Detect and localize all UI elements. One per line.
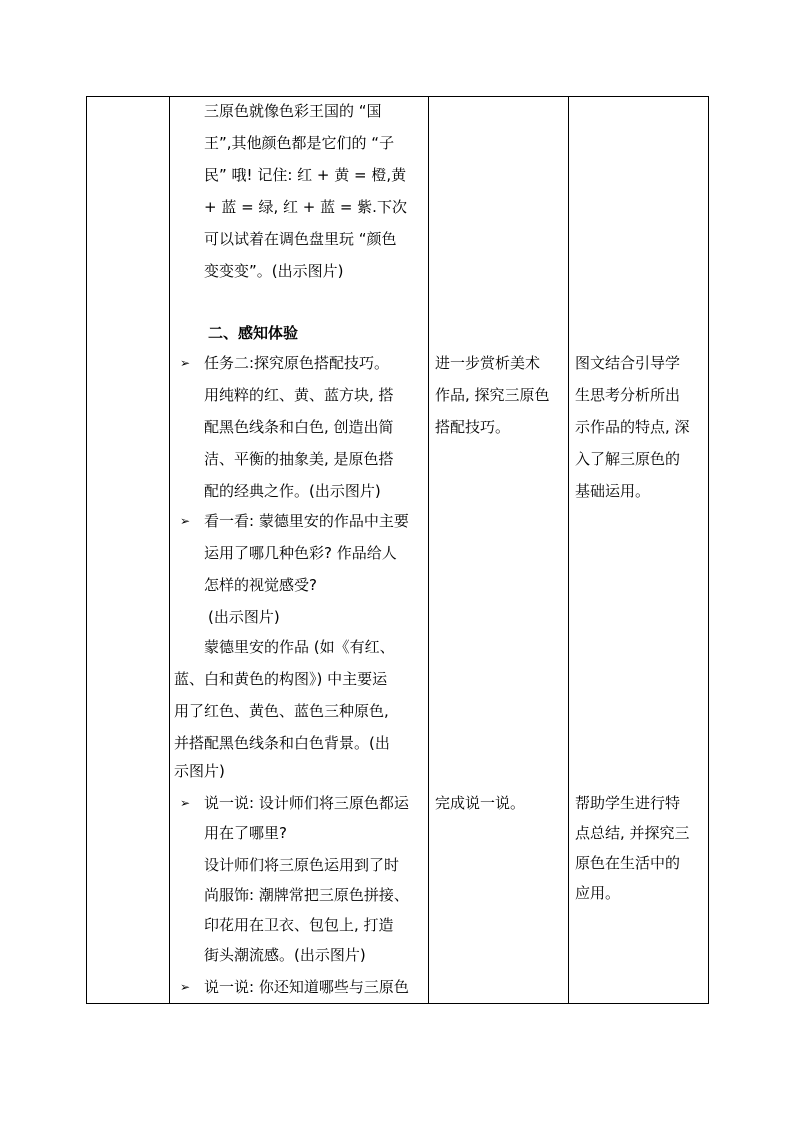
section-heading: 二、感知体验 <box>208 324 299 342</box>
table-row <box>87 97 709 1004</box>
look-line: 运用了哪几种色彩? 作品给人 <box>204 544 397 562</box>
task2-line: 用纯粹的红、黄、蓝方块, 搭 <box>204 386 394 404</box>
intent-line: 点总结, 并探究三 <box>575 824 690 842</box>
bullet-arrow-icon: ➢ <box>180 356 191 370</box>
lesson-plan-table <box>86 96 709 1004</box>
student-activity-line: 进一步赏析美术 <box>435 354 541 372</box>
student-activity-line: 完成说一说。 <box>435 794 526 812</box>
intent-line: 示作品的特点, 深 <box>575 418 690 436</box>
mondrian-line: 蒙德里安的作品 (如《有红、 <box>204 638 395 656</box>
intro-line: + 蓝 = 绿, 红 + 蓝 = 紫.下次 <box>204 198 407 216</box>
task2-line: 配的经典之作。(出示图片) <box>204 482 381 500</box>
intent-line: 帮助学生进行特 <box>575 794 681 812</box>
say1-line: 说一说: 设计师们将三原色都运 <box>204 794 409 812</box>
designer-line: 设计师们将三原色运用到了时 <box>204 856 400 874</box>
design-intent-cell <box>569 97 709 1004</box>
designer-line: 印花用在卫衣、包包上, 打造 <box>204 916 394 934</box>
student-activity-line: 搭配技巧。 <box>435 418 511 436</box>
task2-line: 洁、平衡的抽象美, 是原色搭 <box>204 450 394 468</box>
say1-line: 用在了哪里? <box>204 824 287 842</box>
intro-line: 民” 哦! 记住: 红 + 黄 = 橙,黄 <box>204 166 407 184</box>
intro-line: 变变变”。(出示图片) <box>204 262 344 280</box>
task2-line: 配黑色线条和白色, 创造出简 <box>204 418 394 436</box>
mondrian-line: 用了红色、黄色、蓝色三种原色, <box>174 702 389 720</box>
student-activity-line: 作品, 探究三原色 <box>435 386 550 404</box>
look-line: 怎样的视觉感受? <box>204 576 317 594</box>
task2-title: 任务二:探究原色搭配技巧。 <box>204 354 390 372</box>
look-show-image: (出示图片) <box>208 608 280 626</box>
look-line: 看一看: 蒙德里安的作品中主要 <box>204 512 409 530</box>
stage-column-cell <box>87 97 170 1004</box>
intent-line: 原色在生活中的 <box>575 854 681 872</box>
intro-line: 三原色就像色彩王国的 “国 <box>204 102 382 120</box>
bullet-arrow-icon: ➢ <box>180 980 191 994</box>
intent-line: 生思考分析所出 <box>575 386 681 404</box>
teacher-activity-cell <box>170 97 429 1004</box>
intent-line: 应用。 <box>575 884 621 902</box>
intent-line: 图文结合引导学 <box>575 354 681 372</box>
intent-line: 入了解三原色的 <box>575 450 681 468</box>
designer-line: 街头潮流感。(出示图片) <box>204 946 366 964</box>
intent-line: 基础运用。 <box>575 482 651 500</box>
mondrian-line: 并搭配黑色线条和白色背景。(出 <box>174 734 390 752</box>
mondrian-line: 示图片) <box>174 762 225 780</box>
bullet-arrow-icon: ➢ <box>180 514 191 528</box>
designer-line: 尚服饰: 潮牌常把三原色拼接、 <box>204 886 409 904</box>
bullet-arrow-icon: ➢ <box>180 796 191 810</box>
mondrian-line: 蓝、白和黄色的构图》) 中主要运 <box>174 670 388 688</box>
student-activity-cell <box>429 97 569 1004</box>
say2-line: 说一说: 你还知道哪些与三原色 <box>204 978 409 996</box>
intro-line: 王”,其他颜色都是它们的 “子 <box>204 134 395 152</box>
intro-line: 可以试着在调色盘里玩 “颜色 <box>204 230 397 248</box>
